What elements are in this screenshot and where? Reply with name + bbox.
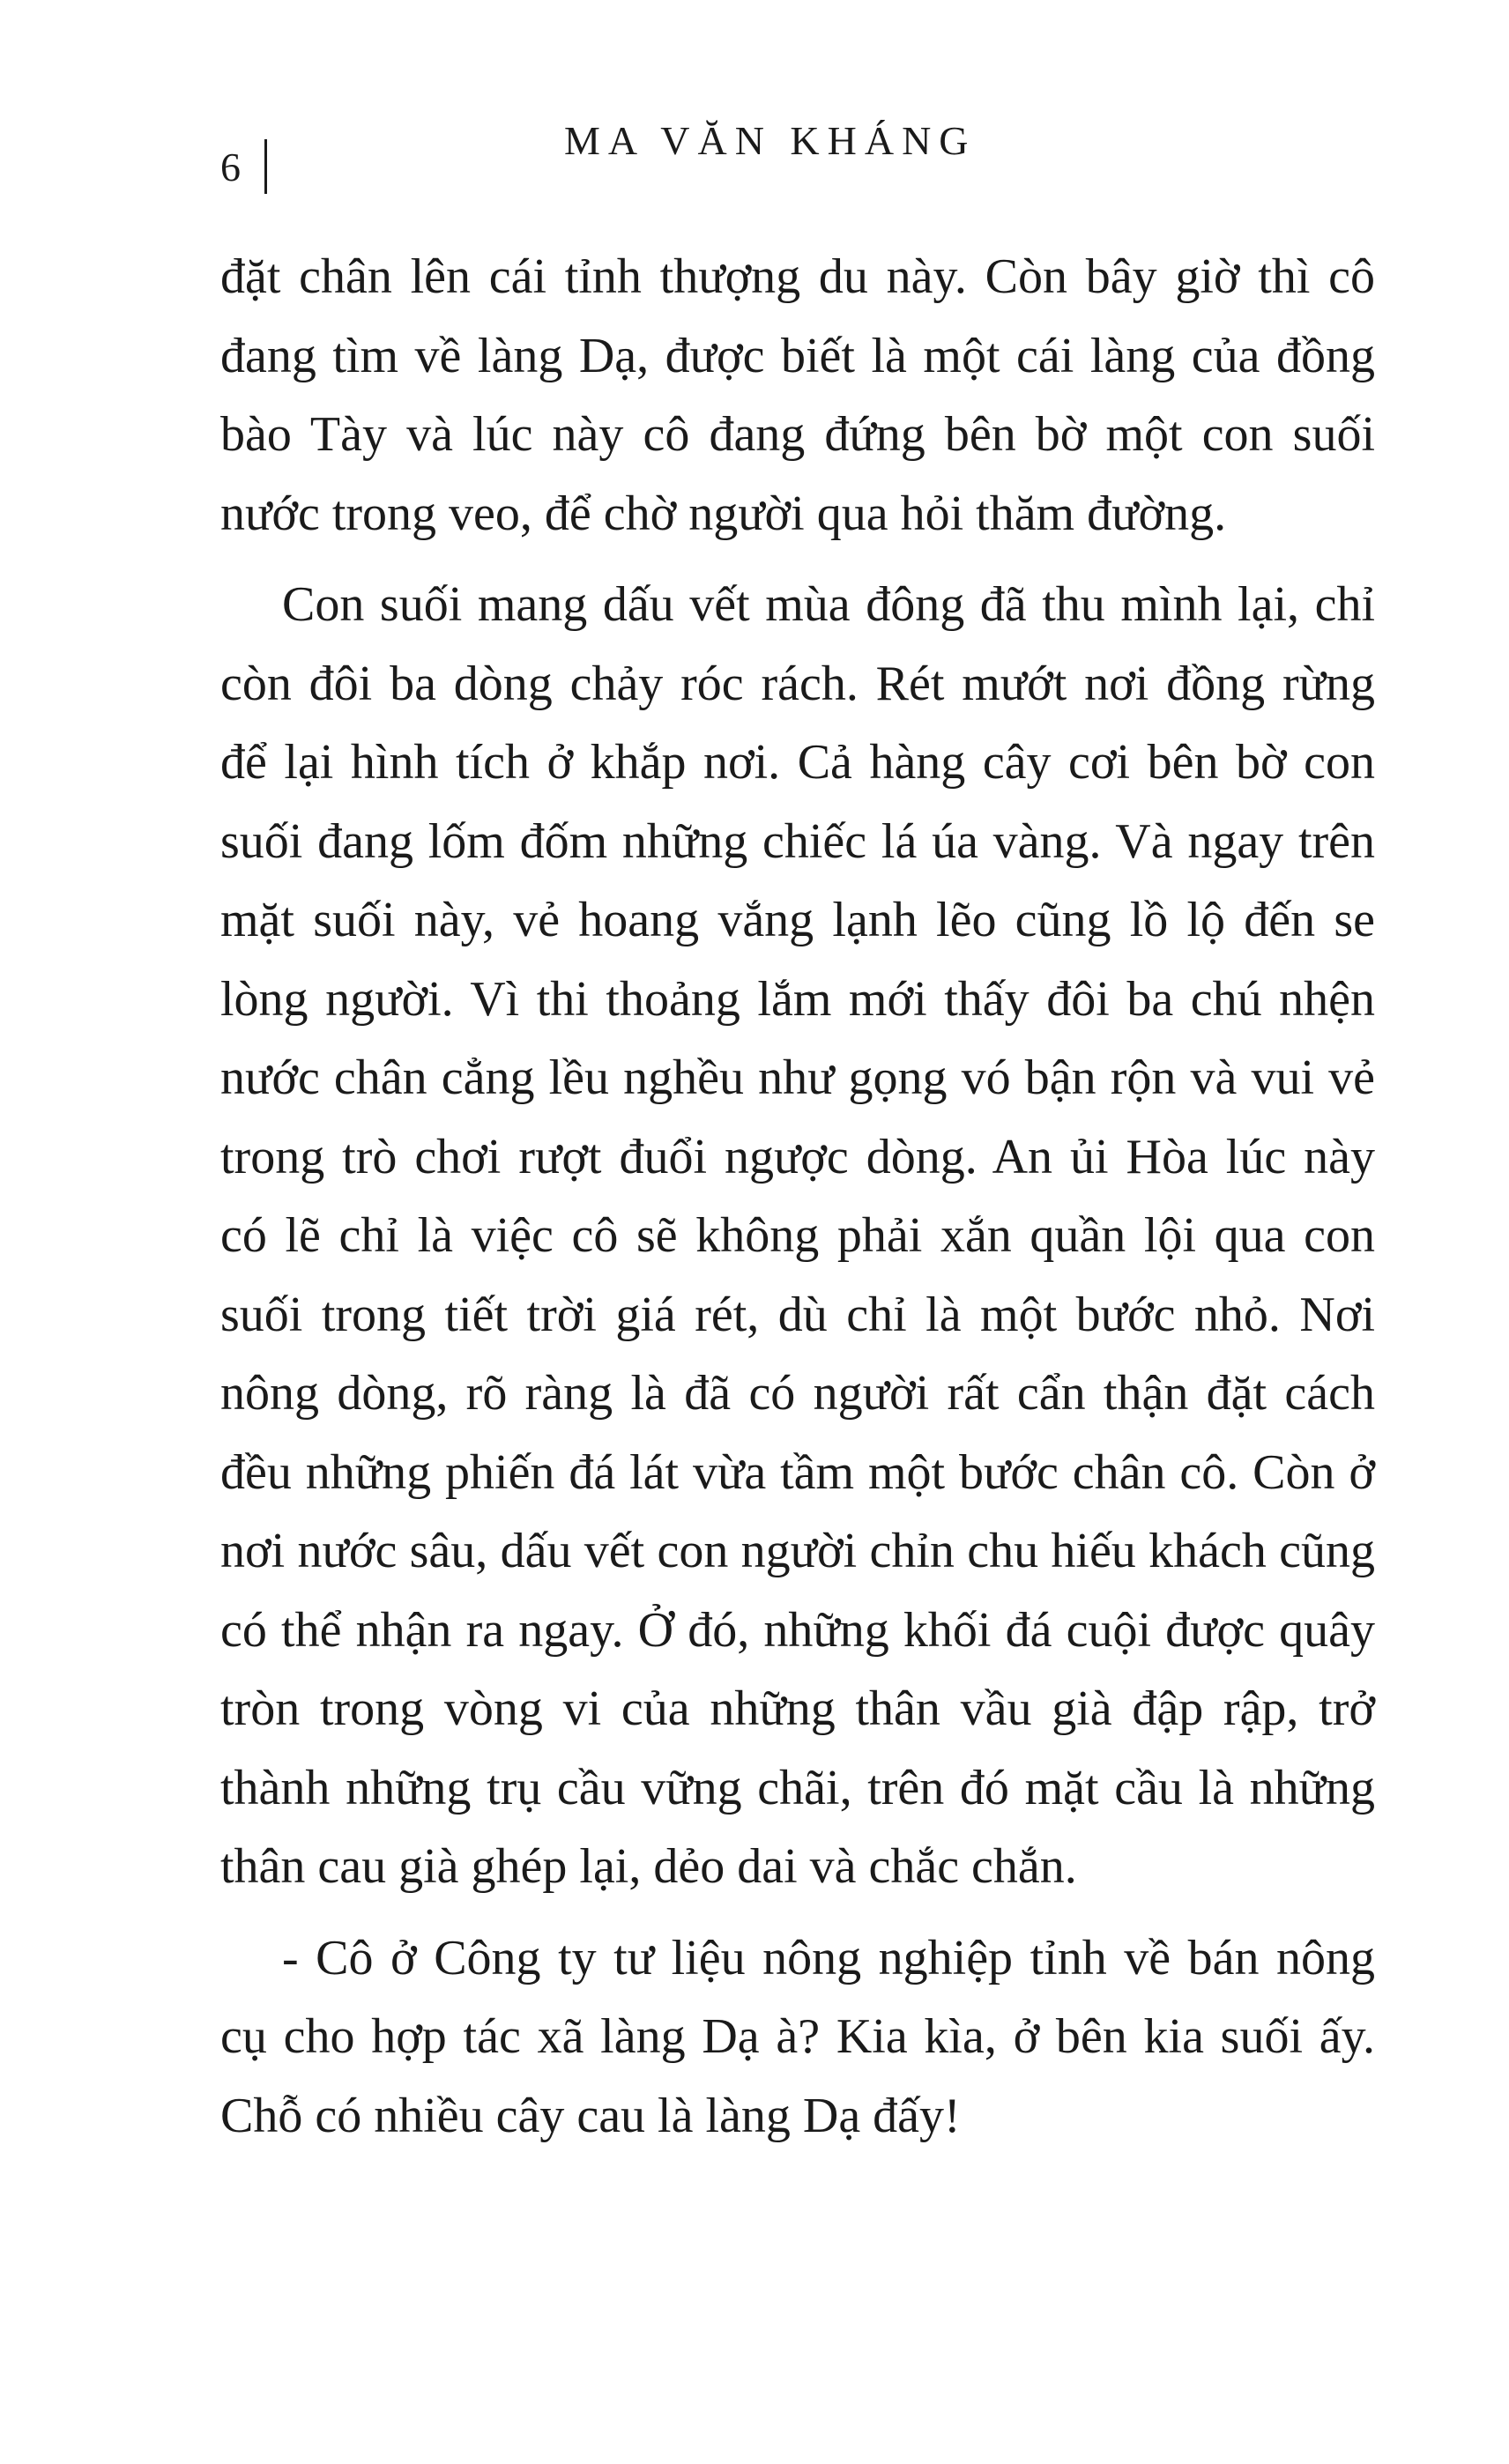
paragraph-dialogue: - Cô ở Công ty tư liệu nông nghiệp tỉnh về bán nông cụ cho hợp tác xã làng Dạ à? Kia kìa, ở bên kia suối ấy. Chỗ có nhiều cây cau là làng Dạ đấy! xyxy=(220,1930,1375,2143)
body-text xyxy=(220,238,1375,2168)
paragraph-continued: đặt chân lên cái tỉnh thượng du này. Còn bây giờ thì cô đang tìm về làng Dạ, được biết là một cái làng của đồng bào Tày và lúc này cô đang đứng bên bờ một con suối nước trong veo, để chờ người qua hỏi thăm đường. xyxy=(220,249,1375,541)
page-number: 6 xyxy=(220,145,241,189)
running-header xyxy=(220,106,1377,203)
running-title: MA VĂN KHÁNG xyxy=(564,118,977,163)
header-divider xyxy=(264,139,267,194)
paragraph-stream-description: Con suối mang dấu vết mùa đông đã thu mình lại, chỉ còn đôi ba dòng chảy róc rách. Rét mướt nơi đồng rừng để lại hình tích ở khắp nơi. Cả hàng cây cơi bên bờ con suối đang lốm đốm những chiếc lá úa vàng. Và ngay trên mặt suối này, vẻ hoang vắng lạnh lẽo cũng lồ lộ đến se lòng người. Vì thi thoảng lắm mới thấy đôi ba chú nhện nước chân cẳng lều nghều như gọng vó bận rộn và vui vẻ trong trò chơi rượt đuổi ngược dòng. An ủi Hòa lúc này có lẽ chỉ là việc cô sẽ không phải xắn quần lội qua con suối trong tiết trời giá rét, dù chỉ là một bước nhỏ. Nơi nông dòng, rõ ràng là đã có người rất cẩn thận đặt cách đều những phiến đá lát vừa tầm một bước chân cô. Còn ở nơi nước sâu, dấu vết con người chỉn chu hiếu khách cũng có thể nhận ra ngay. Ở đó, những khối đá cuội được quây tròn trong vòng vi của những thân vầu già đập rập, trở thành những trụ cầu vững chãi, trên đó mặt cầu là những thân cau già ghép lại, dẻo dai và chắc chắn. xyxy=(220,577,1375,1894)
